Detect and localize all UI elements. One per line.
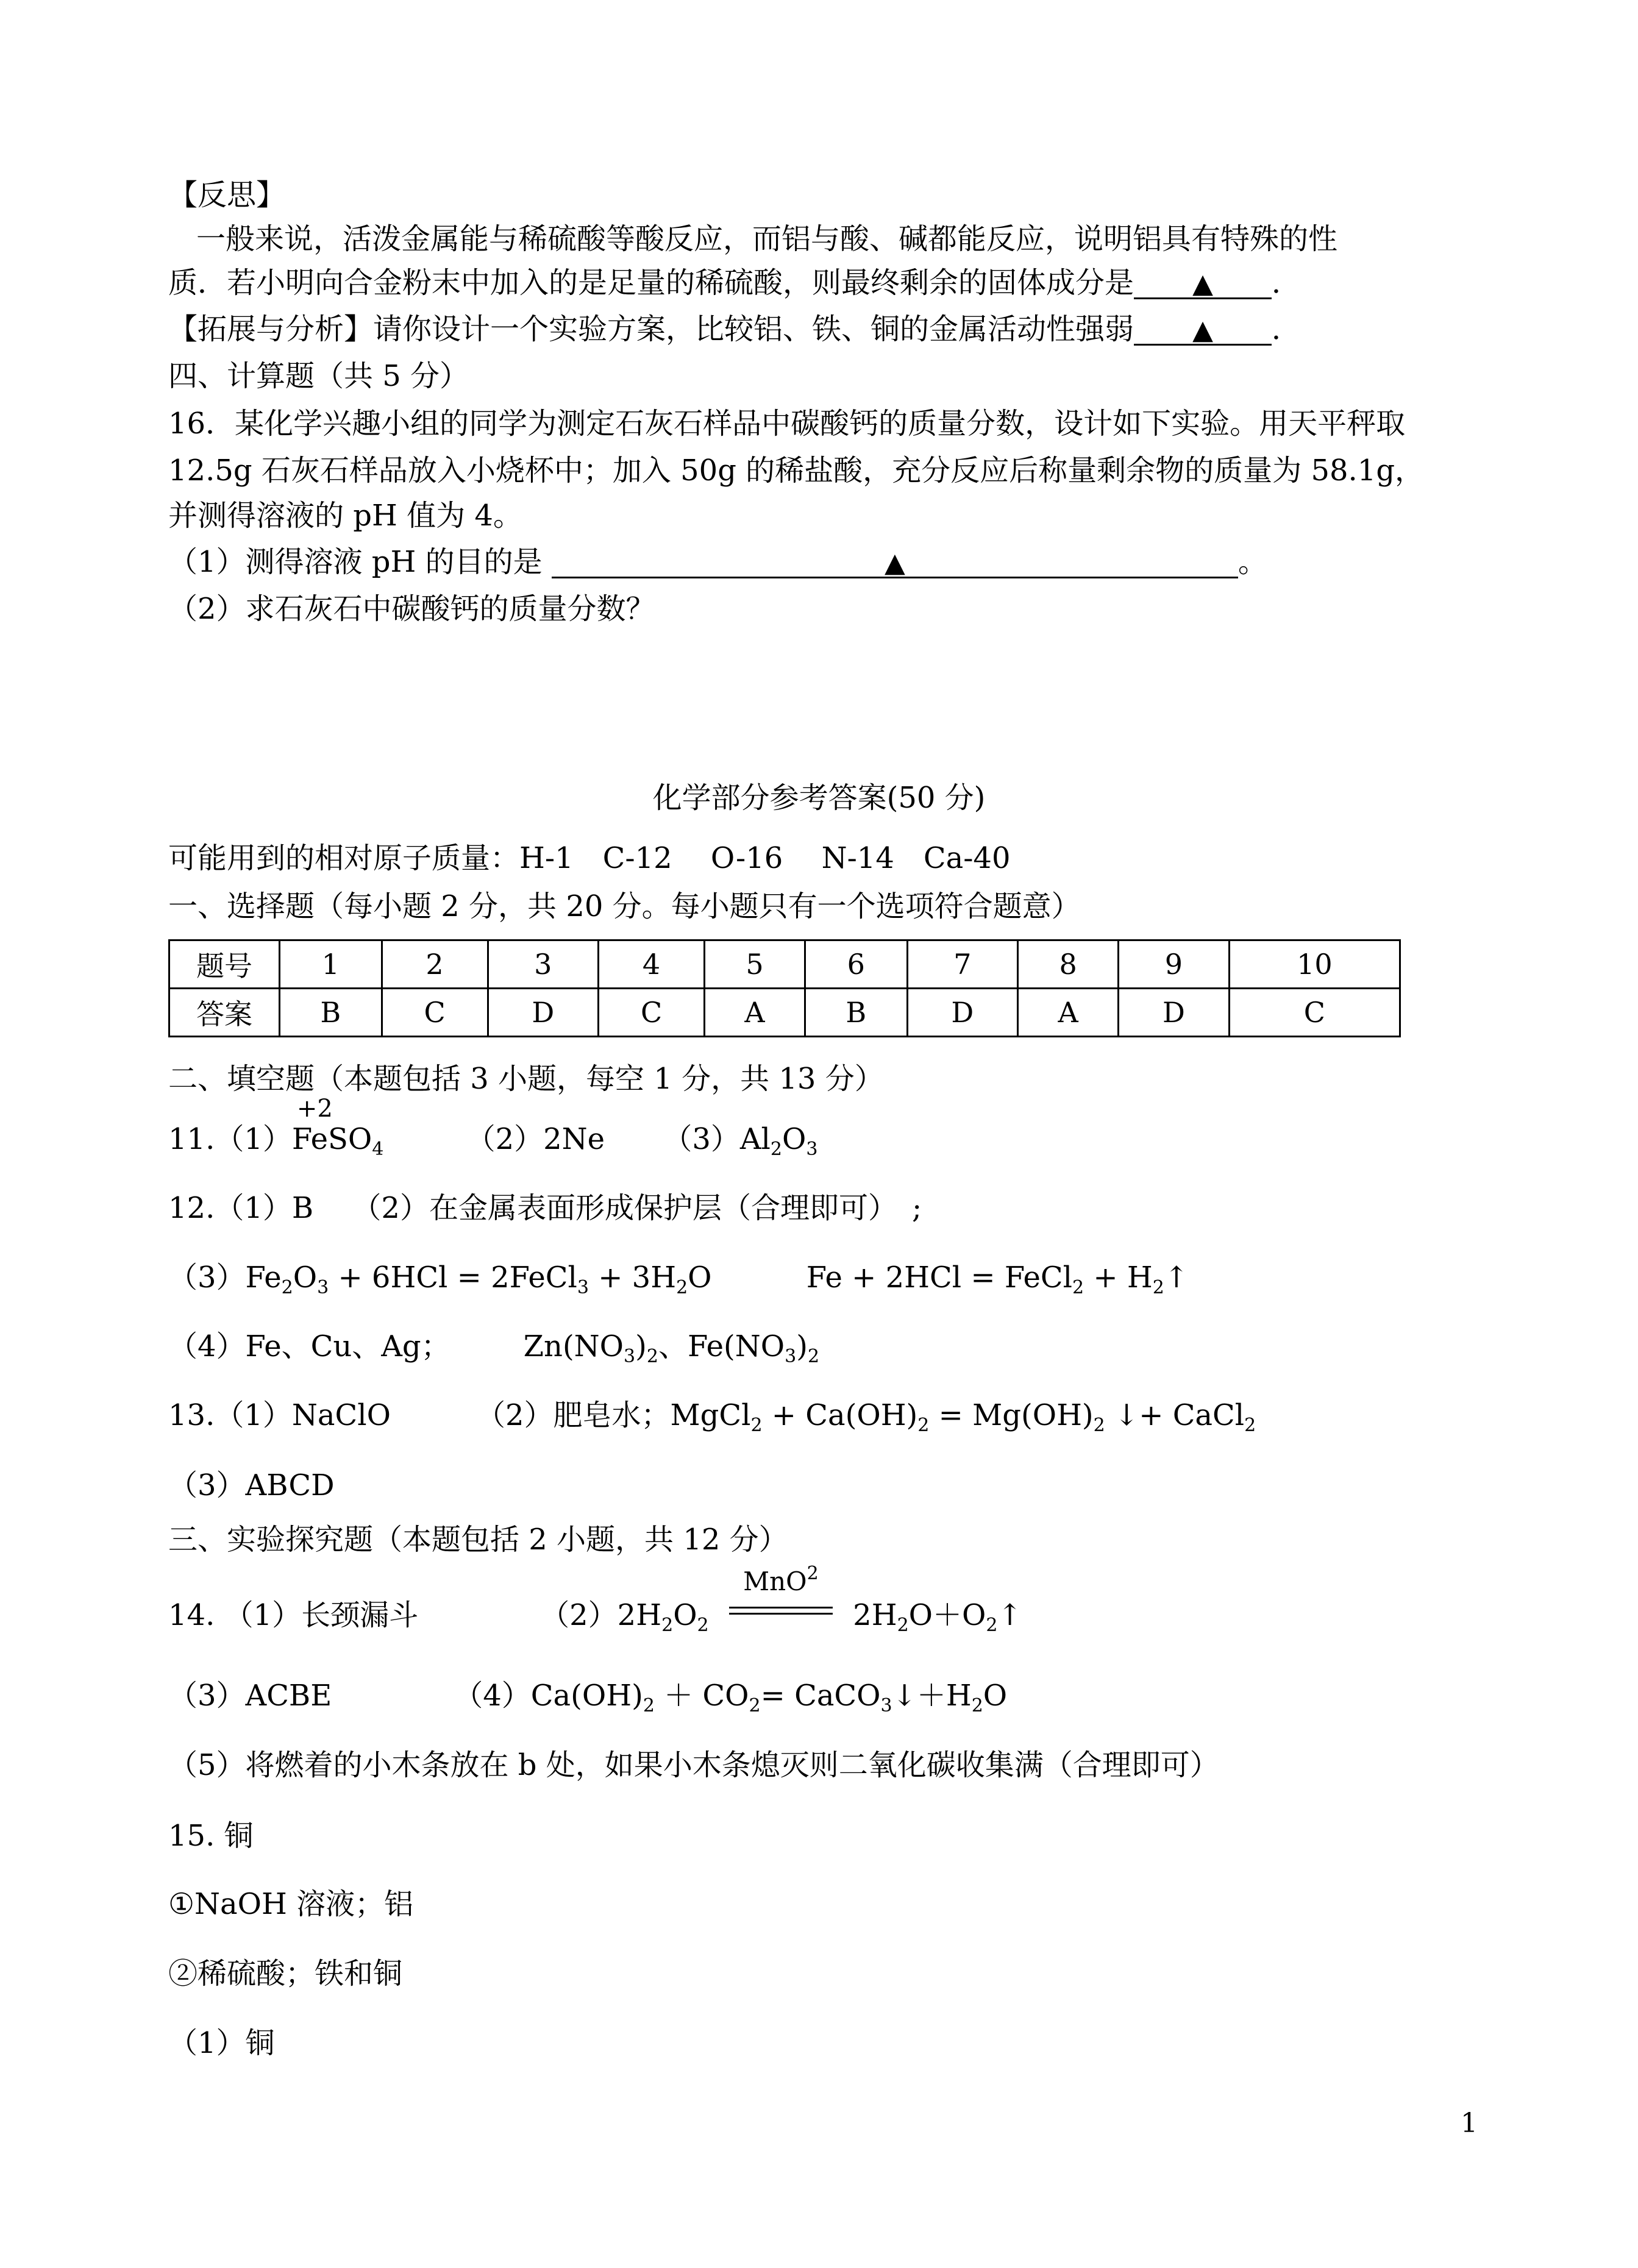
table-cell: 5 bbox=[705, 940, 805, 989]
answer-blank[interactable]: ▲ bbox=[1134, 315, 1272, 346]
table-cell: 4 bbox=[599, 940, 705, 989]
q13-3-answer: （3）ABCD bbox=[168, 1468, 335, 1502]
q14-1-answer: 14. （1）长颈漏斗 $(2)2H_2O_2$ MnO$^2$ $2H_2O+O_2↑$ bbox=[168, 1562, 1022, 1636]
table-cell: B bbox=[805, 989, 907, 1037]
q16-line-2: 12.5g 石灰石样品放入小烧杯中；加入 50g 的稀盐酸，充分反应后称量剩余物的质量为 58.1g， bbox=[168, 453, 1425, 488]
up-arrow-icon: ↑ bbox=[1164, 1260, 1189, 1295]
q12-1-answer: 12.（1）B （2）在金属表面形成保护层（合理即可） ; bbox=[168, 1191, 922, 1225]
q11-answer: 11.（1） +2 FeSO$_4$ （2）2Ne $(3)Al_2O_3$ bbox=[168, 1095, 818, 1160]
table-cell: 6 bbox=[805, 940, 907, 989]
table-cell: 10 bbox=[1229, 940, 1400, 989]
oxidation-state: +2 bbox=[296, 1095, 333, 1123]
table-cell: 3 bbox=[488, 940, 599, 989]
table-cell: 1 bbox=[280, 940, 382, 989]
reflection-line-2: 质．若小明向合金粉末中加入的是足量的稀硫酸，则最终剩余的固体成分是 ▲ ． bbox=[168, 266, 1301, 300]
q15-c-answer: （1）铜 bbox=[168, 2026, 275, 2060]
reflection-line-1: 一般来说，活泼金属能与稀硫酸等酸反应，而铝与酸、碱都能反应，说明铝具有特殊的性 bbox=[196, 222, 1338, 256]
table-cell: 2 bbox=[382, 940, 488, 989]
up-arrow-icon: ↑ bbox=[997, 1598, 1022, 1632]
table-row bbox=[169, 989, 1400, 1037]
table-cell: C bbox=[1229, 989, 1400, 1037]
section-1-heading: 一、选择题（每小题 2 分，共 20 分。每小题只有一个选项符合题意） bbox=[168, 889, 1081, 923]
table-cell: 答案 bbox=[169, 989, 280, 1037]
q15-a-answer: ①NaOH 溶液；铝 bbox=[168, 1887, 414, 1921]
table-cell: C bbox=[599, 989, 705, 1037]
table-cell: B bbox=[280, 989, 382, 1037]
q12-3-answer: $(3)Fe_2O_3 + 6HCl$ = 2FeCl$_3$ + $3H_2O$ Fe + 2HCl = FeCl$_2$ + $H_2↑$ bbox=[168, 1260, 1189, 1298]
q13-1-answer: 13.（1）NaClO （2）肥皂水；MgCl$_2$ + $Ca(OH)_2 = Mg(OH)_2$ ↓+ CaCl$_2$ bbox=[168, 1398, 1256, 1436]
reflection-heading: 【反思】 bbox=[168, 178, 286, 212]
extension-line: 【拓展与分析】请你设计一个实验方案，比较铝、铁、铜的金属活动性强弱 ▲ ． bbox=[168, 312, 1301, 346]
q12-4-answer: （4）Fe、Cu、Ag； $Zn(NO_3)_2$、$Fe(NO_3)_2$ bbox=[168, 1329, 820, 1367]
table-cell: 7 bbox=[907, 940, 1018, 989]
table-cell: D bbox=[488, 989, 599, 1037]
table-cell: D bbox=[1119, 989, 1230, 1037]
q14-5-answer: （5）将燃着的小木条放在 b 处，如果小木条熄灭则二氧化碳收集满（合理即可） bbox=[168, 1748, 1219, 1782]
section-4-heading: 四、计算题（共 5 分） bbox=[168, 359, 469, 393]
reaction-condition: MnO$^2$ bbox=[729, 1603, 833, 1632]
table-cell: A bbox=[1018, 989, 1119, 1037]
section-3-heading: 三、实验探究题（本题包括 2 小题，共 12 分） bbox=[168, 1523, 788, 1557]
q14-3-answer: （3）ACBE $(4)Ca(OH)_2 + CO_2=$ $CaCO_3↓+H_2O$ bbox=[168, 1679, 1008, 1716]
table-cell: A bbox=[705, 989, 805, 1037]
table-cell: 8 bbox=[1018, 940, 1119, 989]
answer-blank[interactable]: ▲ bbox=[552, 547, 1238, 578]
table-cell: C bbox=[382, 989, 488, 1037]
table-cell: D bbox=[907, 989, 1018, 1037]
answer-blank[interactable]: ▲ bbox=[1134, 268, 1272, 299]
table-row bbox=[169, 940, 1400, 989]
answer-table bbox=[168, 939, 1401, 1037]
section-2-heading: 二、填空题（本题包括 3 小题，每空 1 分，共 13 分） bbox=[168, 1062, 884, 1096]
q16-sub-2: （2）求石灰石中碳酸钙的质量分数？ bbox=[168, 592, 655, 626]
table-cell: 9 bbox=[1119, 940, 1230, 989]
q15-answer: 15. 铜 bbox=[168, 1819, 254, 1853]
q15-b-answer: ②稀硫酸；铁和铜 bbox=[168, 1957, 403, 1991]
q16-line-1: 16．某化学兴趣小组的同学为测定石灰石样品中碳酸钙的质量分数，设计如下实验。用天平秤取 bbox=[168, 407, 1406, 441]
page-number: 1 bbox=[1461, 2108, 1478, 2139]
q16-sub-1: （1）测得溶液 pH 的目的是 ▲ 。 bbox=[168, 545, 1267, 579]
q16-line-3: 并测得溶液的 pH 值为 4。 bbox=[168, 499, 522, 533]
table-cell: 题号 bbox=[169, 940, 280, 989]
answers-title: 化学部分参考答案(50 分) bbox=[652, 781, 986, 815]
atomic-masses: 可能用到的相对原子质量：H-1 C-12 O-16 N-14 Ca-40 bbox=[168, 841, 1011, 875]
